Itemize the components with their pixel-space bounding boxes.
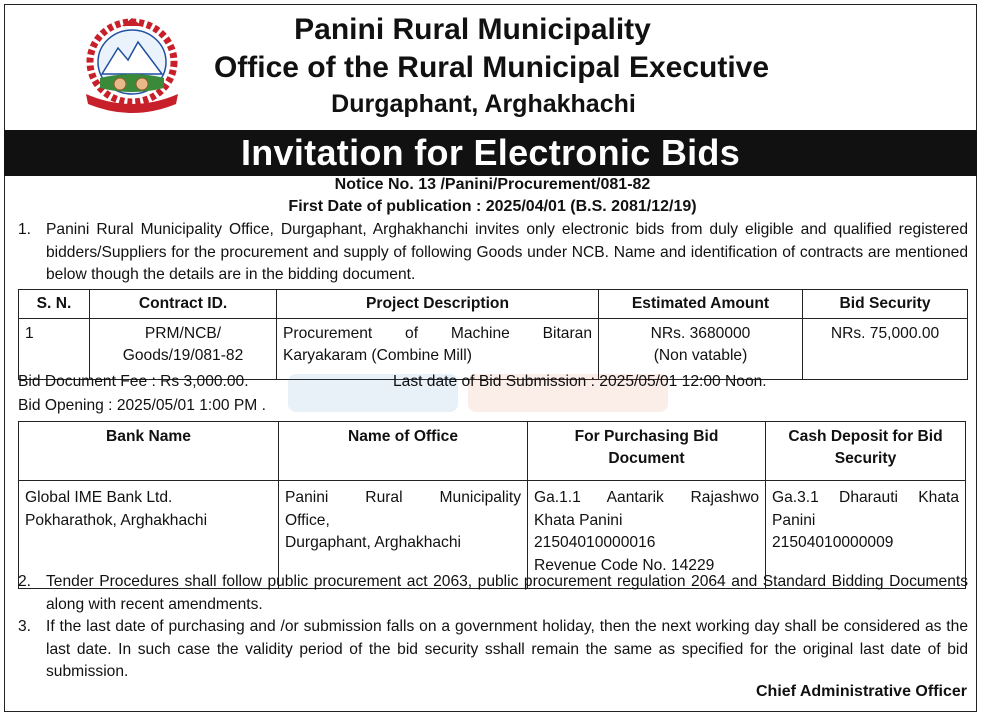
publication-date: First Date of publication : 2025/04/01 (B.S. 2081/12/19) — [288, 198, 697, 215]
column-header: Bid Security — [803, 290, 968, 319]
column-header — [766, 422, 966, 481]
header-line: Security — [834, 450, 897, 467]
paragraph-text: Tender Procedures shall follow public procurement act 2063, public procurement regulation 2064 and Standard Bidding Documents along with recent amendments. — [46, 573, 968, 613]
bid-opening: Bid Opening : 2025/05/01 1:00 PM . — [18, 397, 266, 414]
cell-line: Khata Panini — [534, 511, 623, 529]
bank-table — [18, 421, 966, 589]
paragraph-number: 3. — [18, 618, 32, 635]
serial-number-cell: 1 — [19, 319, 90, 380]
table-header-row — [19, 422, 966, 481]
signature-title: Chief Administrative Officer — [755, 683, 967, 700]
contract-table — [18, 289, 968, 380]
cell-line: Ga.1.1 Aantarik Rajashwo — [534, 489, 759, 506]
bid-security-cell: NRs. 75,000.00 — [803, 319, 968, 380]
paragraph-number: 1. — [18, 221, 32, 238]
column-header: S. N. — [19, 290, 90, 319]
page-title: Invitation for Electronic Bids — [4, 130, 977, 176]
office-name: Office of the Rural Municipal Executive — [213, 51, 770, 84]
cell-line: Ga.3.1 Dharauti Khata — [772, 489, 959, 506]
paragraph-text: Panini Rural Municipality Office, Durgaphant, Arghakhanchi invites only electronic bids from duly eligible and qualified registered bidders/Suppliers for the procurement and supply of following Goods under NCB. Name and identification of contracts are mentioned below though the details are in the bidding document. — [46, 221, 968, 283]
cell-line: 21504010000016 — [534, 534, 656, 551]
column-header: Bank Name — [19, 422, 279, 481]
amount-line: (Non vatable) — [653, 347, 748, 364]
table-header-row — [19, 290, 968, 319]
contract-id-line: Goods/19/081-82 — [122, 347, 244, 364]
cell-line: Panini — [772, 511, 816, 529]
header-line: Cash Deposit for Bid — [788, 428, 943, 445]
cell-line: 21504010000009 — [772, 534, 894, 551]
paragraph-2 — [18, 571, 968, 616]
office-address: Durgaphant, Arghakhachi — [331, 90, 636, 118]
amount-line: NRs. 3680000 — [650, 325, 751, 342]
column-header: Project Description — [277, 290, 599, 319]
bid-document-fee: Bid Document Fee : Rs 3,000.00. — [18, 373, 249, 390]
last-date-submission: Last date of Bid Submission : 2025/05/01 12:00 Noon. — [393, 373, 767, 390]
cell-line: Pokharathok, Arghakhachi — [25, 511, 208, 529]
paragraph-number: 2. — [18, 573, 32, 590]
paragraph-1 — [18, 219, 968, 287]
description-line: Procurement of Machine Bitaran — [283, 325, 592, 342]
column-header: Contract ID. — [90, 290, 277, 319]
header-line: Document — [608, 450, 685, 467]
municipality-name: Panini Rural Municipality — [294, 13, 651, 46]
letterhead — [0, 12, 985, 120]
description-line: Karyakaram (Combine Mill) — [283, 347, 472, 364]
column-header: Name of Office — [279, 422, 528, 481]
notice-number: Notice No. 13 /Panini/Procurement/081-82 — [334, 176, 651, 193]
cell-line: Durgaphant, Arghakhachi — [285, 534, 461, 551]
cell-line: Revenue Code No. 14229 — [534, 556, 715, 574]
paragraph-text: If the last date of purchasing and /or submission falls on a government holiday, then the next working day shall be considered as the last date. In such case the validity period of the bid security sshall remain the same as specified for the original last date of bid submission. — [46, 618, 968, 680]
cell-line: Global IME Bank Ltd. — [25, 489, 173, 506]
contract-id-line: PRM/NCB/ — [144, 325, 222, 342]
cell-line: Office, — [285, 511, 330, 529]
cell-line: Panini Rural Municipality — [285, 489, 521, 506]
column-header: Estimated Amount — [599, 290, 803, 319]
paragraph-3 — [18, 616, 968, 684]
header-line: For Purchasing Bid — [574, 428, 719, 445]
column-header — [528, 422, 766, 481]
